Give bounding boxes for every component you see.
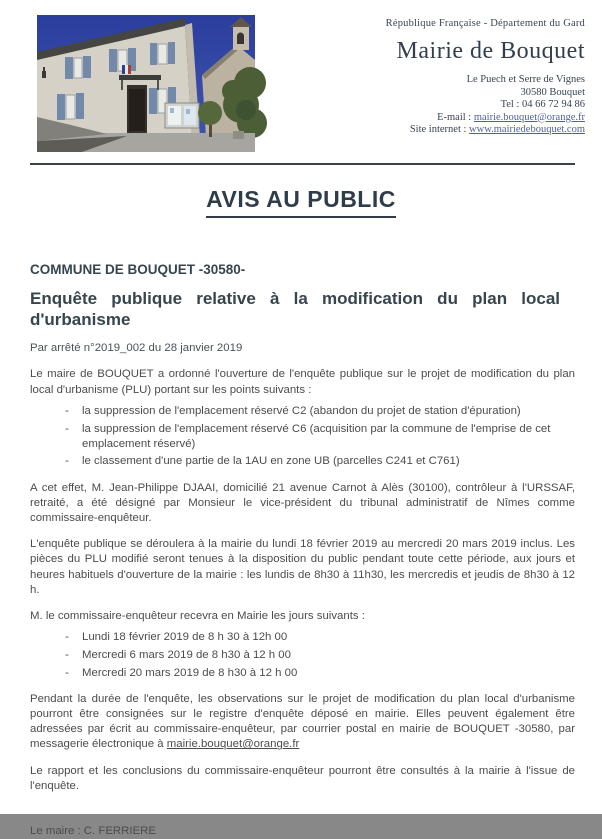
day-text: Mercredi 20 mars 2019 de 8 h30 à 12 h 00 — [82, 666, 298, 679]
observations-text: Pendant la durée de l'enquête, les observations sur le projet de modification du plan local d'urbanisme pourront être consignées sur le registre d'enquête déposé en mairie. Elles peuvent également être adressées par écrit au commissaire-enquêteur, par courrier postal en mairie de BOUQUET -30580, par messagerie électronique à — [30, 692, 575, 751]
point-text: le classement d'une partie de la 1AU en zone UB (parcelles C241 et C761) — [82, 455, 460, 468]
letterhead — [0, 0, 602, 163]
dash-bullet: - — [65, 648, 69, 661]
list-item — [30, 666, 575, 681]
address-line-1: Le Puech et Serre de Vignes — [466, 74, 585, 85]
phone-line: Tel : 04 66 72 94 86 — [500, 99, 585, 110]
org-name: Mairie de Bouquet — [396, 38, 585, 64]
observations-email-link[interactable]: mairie.bouquet@orange.fr — [166, 738, 300, 751]
dash-bullet: - — [65, 455, 69, 468]
website-link[interactable]: www.mairiedebouquet.com — [469, 124, 585, 135]
region-line: République Française - Département du Gard — [385, 18, 585, 29]
notice-body — [30, 262, 575, 839]
email-label: E-mail : — [437, 111, 474, 123]
mayor-signature: Le maire : C. FERRIERE — [30, 825, 156, 838]
dash-bullet: - — [65, 404, 69, 417]
email-line — [386, 112, 585, 125]
decree-line: Par arrêté n°2019_002 du 28 janvier 2019 — [30, 342, 243, 355]
list-item — [30, 422, 575, 452]
website-line — [386, 124, 585, 137]
dash-bullet: - — [65, 666, 69, 679]
day-text: Lundi 18 février 2019 de 8 h 30 à 12h 00 — [82, 631, 288, 644]
point-text: la suppression de l'emplacement réservé C2 (abandon du projet de station d'épuration) — [82, 404, 521, 417]
reception-days-list — [30, 630, 575, 681]
list-item — [30, 454, 575, 469]
observations-paragraph — [30, 692, 575, 753]
dash-bullet: - — [65, 422, 69, 435]
dash-bullet: - — [65, 631, 69, 644]
list-item — [30, 404, 575, 419]
commune-heading: COMMUNE DE BOUQUET -30580- — [30, 262, 246, 277]
subject-heading: Enquête publique relative à la modification du plan local d'urbanisme — [30, 289, 560, 330]
website-label: Site internet : — [409, 124, 470, 135]
modification-points-list — [30, 404, 575, 470]
list-item — [30, 630, 575, 645]
address-line-2: 30580 Bouquet — [520, 86, 585, 98]
day-text: Mercredi 6 mars 2019 de 8 h30 à 12 h 00 — [82, 648, 291, 661]
list-item — [30, 648, 575, 663]
point-text: la suppression de l'emplacement réservé C6 (acquisition par la commune de l'emprise de cet emplacement réservé) — [82, 422, 551, 450]
town-hall-photo — [37, 15, 255, 152]
schedule-paragraph: L'enquête publique se déroulera à la mairie du lundi 18 février 2019 au mercredi 20 mars 2019 inclus. Les pièces du PLU modifié seront tenues à la disposition du public pendant toute cette période, aux jours et heures habituels d'ouverture de la mairie : les lundis de 8h30 à 11h30, les mercredis et jeudis de 8h30 à 12 h. — [30, 538, 575, 596]
header-divider — [30, 163, 575, 165]
intro-paragraph: Le maire de BOUQUET a ordonné l'ouverture de l'enquête publique sur le projet de modification du plan local d'urbanisme (PLU) portant sur les points suivants : — [30, 368, 575, 396]
commissioner-paragraph: A cet effet, M. Jean-Philippe DJAAI, domicilié 21 avenue Carnot à Alès (30100), contrôleur à l'URSSAF, retraité, a été désigné par Monsieur le vice-président du tribunal administratif de Nîmes comme commissaire-enquêteur. — [30, 481, 575, 525]
email-link[interactable]: mairie.bouquet@orange.fr — [473, 111, 585, 123]
letterhead-contact-block — [386, 18, 585, 137]
reception-intro: M. le commissaire-enquêteur recevra en Mairie les jours suivants : — [30, 610, 365, 623]
report-paragraph: Le rapport et les conclusions du commissaire-enquêteur pourront être consultés à la mairie à l'issue de l'enquête. — [30, 764, 575, 792]
notice-title: AVIS AU PUBLIC — [206, 186, 396, 218]
